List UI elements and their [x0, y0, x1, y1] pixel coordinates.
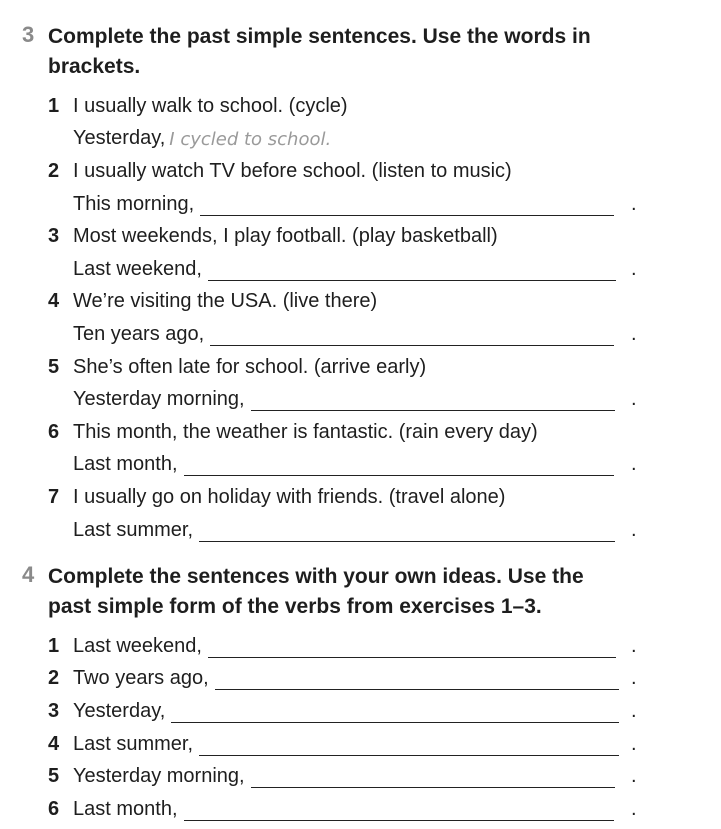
exercise-item-sentence [0, 351, 721, 384]
sentence-end: . [631, 667, 637, 690]
sentence-end: . [631, 699, 637, 722]
exercise-item-answer-row [0, 514, 721, 547]
sentence-end: . [631, 634, 637, 657]
sentence-end: . [631, 732, 637, 755]
item-number: 1 [48, 634, 60, 657]
answer-prompt: Yesterday, [73, 699, 166, 722]
exercise-item-sentence [0, 416, 721, 449]
exercise-item-sentence [0, 155, 721, 188]
answer-prompt: Ten years ago, [73, 322, 205, 345]
exercise-item-answer-row [0, 630, 721, 663]
item-number: 6 [48, 797, 60, 820]
exercise-item-answer-row [0, 728, 721, 761]
item-number: 3 [48, 699, 60, 722]
sentence-end: . [631, 765, 637, 788]
exercise-item-sentence [0, 90, 721, 123]
answer-prompt: Two years ago, [73, 667, 209, 690]
answer-blank[interactable] [199, 735, 619, 756]
item-number: 6 [48, 420, 60, 443]
exercise-3 [0, 22, 721, 546]
item-sentence: I usually walk to school. (cycle) [73, 94, 348, 117]
exercise-number: 3 [22, 22, 35, 47]
answer-blank[interactable] [215, 669, 619, 690]
answer-prompt: Last weekend, [73, 257, 202, 280]
exercise-item-answer-row [0, 188, 721, 221]
exercise-number: 4 [22, 562, 35, 587]
answer-prompt: Yesterday, [73, 127, 166, 150]
item-sentence: She’s often late for school. (arrive early) [73, 355, 427, 378]
item-number: 7 [48, 485, 60, 508]
item-sentence: Most weekends, I play football. (play basketball) [73, 225, 498, 248]
answer-blank[interactable] [184, 455, 614, 476]
example-answer: I cycled to school. [169, 129, 332, 151]
sentence-end: . [631, 388, 637, 411]
item-number: 5 [48, 765, 60, 788]
item-sentence: This month, the weather is fantastic. (rain every day) [73, 420, 538, 443]
exercise-item-sentence [0, 481, 721, 514]
sentence-end: . [631, 453, 637, 476]
answer-prompt: Last summer, [73, 732, 194, 755]
exercise-instruction: Complete the sentences with your own ideas. Use the past simple form of the verbs from exercises 1–3. [48, 565, 584, 618]
answer-blank[interactable] [251, 390, 615, 411]
answer-prompt: Yesterday morning, [73, 765, 245, 788]
exercise-item-answer-row [0, 793, 721, 826]
exercise-item-answer-row [0, 695, 721, 728]
exercise-item-answer-row [0, 318, 721, 351]
answer-blank[interactable] [251, 767, 615, 788]
exercise-item-answer-row [0, 383, 721, 416]
answer-blank[interactable] [210, 325, 614, 346]
exercise-item-answer-row [0, 760, 721, 793]
exercise-4-header [0, 562, 721, 622]
sentence-end: . [631, 518, 637, 541]
item-number: 2 [48, 667, 60, 690]
item-number: 1 [48, 94, 60, 117]
sentence-end: . [631, 192, 637, 215]
item-sentence: We’re visiting the USA. (live there) [73, 290, 378, 313]
sentence-end: . [631, 257, 637, 280]
item-sentence: I usually go on holiday with friends. (travel alone) [73, 485, 506, 508]
answer-prompt: Last weekend, [73, 634, 202, 657]
answer-blank[interactable] [184, 800, 614, 821]
exercise-item-answer-row [0, 123, 721, 156]
answer-prompt: This morning, [73, 192, 195, 215]
exercise-item-answer-row [0, 253, 721, 286]
exercise-item-answer-row [0, 663, 721, 696]
item-number: 4 [48, 732, 60, 755]
item-number: 5 [48, 355, 60, 378]
item-number: 2 [48, 159, 60, 182]
sentence-end: . [631, 797, 637, 820]
exercise-4 [0, 562, 721, 826]
answer-blank[interactable] [208, 637, 616, 658]
answer-blank[interactable] [171, 702, 619, 723]
answer-prompt: Last month, [73, 797, 178, 820]
exercise-item-sentence [0, 286, 721, 319]
item-sentence: I usually watch TV before school. (listen to music) [73, 159, 512, 182]
answer-prompt: Yesterday morning, [73, 388, 245, 411]
exercise-3-header [0, 22, 721, 82]
item-number: 4 [48, 290, 60, 313]
answer-blank[interactable] [199, 521, 615, 542]
item-number: 3 [48, 225, 60, 248]
sentence-end: . [631, 322, 637, 345]
answer-prompt: Last summer, [73, 518, 194, 541]
answer-prompt: Last month, [73, 453, 178, 476]
exercise-item-answer-row [0, 449, 721, 482]
exercise-item-sentence [0, 220, 721, 253]
exercise-instruction: Complete the past simple sentences. Use the words in brackets. [48, 25, 591, 78]
answer-blank[interactable] [208, 260, 616, 281]
answer-blank[interactable] [200, 195, 614, 216]
